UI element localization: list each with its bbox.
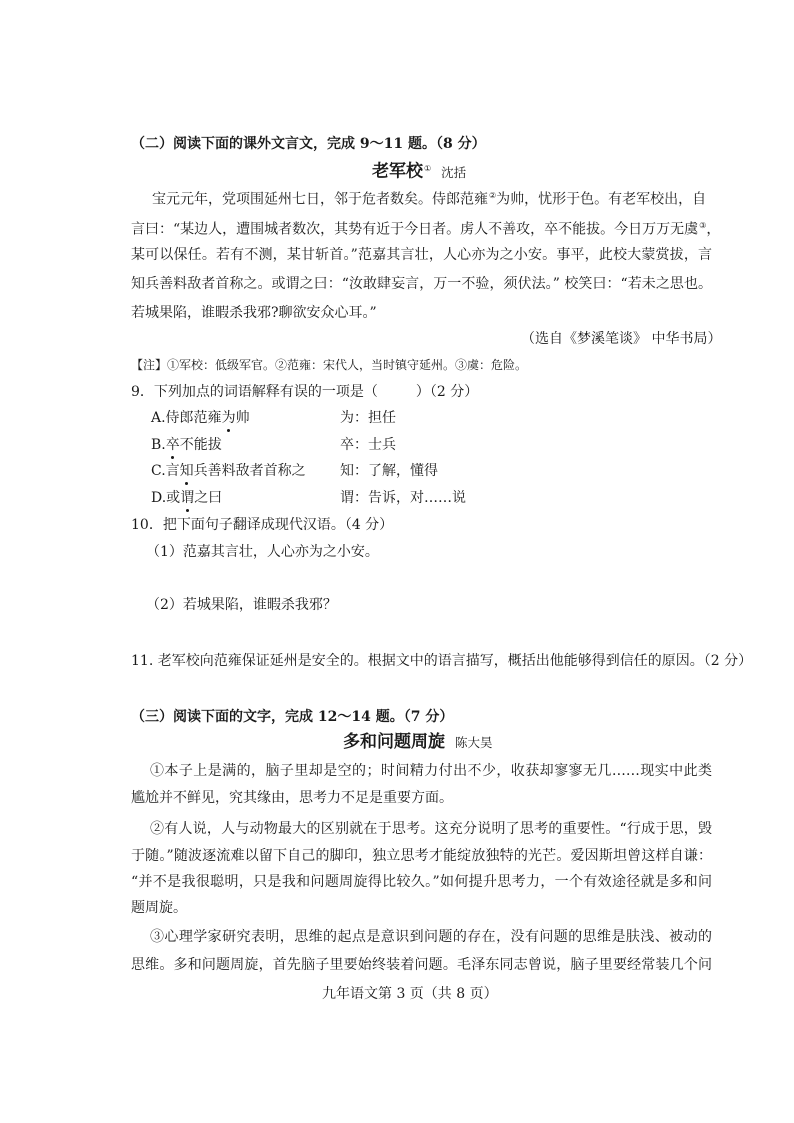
paragraph-line: 尴尬并不鲜见，究其缘由，思考力不足是重要方面。 — [131, 790, 453, 806]
dotted-word: 知 — [179, 463, 194, 479]
option-d[interactable]: D.或谓之曰 — [151, 490, 223, 506]
question-10-sentence-1: （1）范嘉其言壮，人心亦为之小安。 — [146, 544, 379, 560]
passage-line: 若城果陷，谁暇杀我邪?聊欲安众心耳。” — [131, 305, 377, 321]
page-footer: 九年语文第 3 页（共 8 页） — [322, 986, 498, 1002]
question-11-stem: 11. 老军校向范雍保证延州是安全的。根据文中的语言描写，概括出他能够得到信任的原因。（2 分） — [131, 653, 753, 669]
paragraph-line: “并不是我很聪明，只是我和问题周旋得比较久。”如何提升思考力，一个有效途径就是多和问 — [131, 874, 712, 890]
question-10-sentence-2: （2）若城果陷，谁暇杀我邪？ — [146, 597, 337, 613]
option-a[interactable]: A.侍郎范雍为帅 — [151, 410, 250, 426]
passage-title — [343, 733, 493, 752]
author: 陈大昊 — [455, 735, 493, 750]
option-c-gloss: 知：了解，懂得 — [340, 463, 438, 479]
option-d-gloss: 谓：告诉，对……说 — [340, 490, 466, 506]
option-b-gloss: 卒：士兵 — [340, 437, 396, 453]
dotted-word: 为 — [221, 410, 236, 426]
footnotes: 【注】①军校：低级军官。②范雍：宋代人，当时镇守延州。③虞：危险。 — [131, 358, 528, 372]
paragraph-line: ①本子上是满的，脑子里却是空的；时间精力付出不少，收获却寥寥无几……现实中此类 — [150, 763, 712, 779]
option-a-gloss: 为：担任 — [340, 410, 396, 426]
passage-line: 宝元元年，党项围延州七日，邻于危者数矣。侍郎范雍②为帅，忧形于色。有老军校出，自 — [152, 191, 707, 208]
dotted-word: 卒 — [165, 437, 180, 453]
paragraph-line: 题周旋。 — [131, 900, 187, 916]
paragraph-line: 思维。多和问题周旋，首先脑子里要始终装着问题。毛泽东同志曾说，脑子里要经常装几个问 — [131, 957, 712, 973]
author: 沈括 — [441, 164, 467, 180]
dotted-word: 谓 — [180, 490, 195, 506]
title-footnote-mark: ① — [424, 164, 432, 173]
title-text: 多和问题周旋 — [343, 732, 445, 752]
option-b[interactable]: B.卒不能拔 — [151, 437, 222, 453]
title-text: 老军校 — [372, 161, 423, 182]
question-9-stem: 9．下列加点的词语解释有误的一项是（ ）（2 分） — [131, 384, 479, 400]
paragraph-line: ③心理学家研究表明，思维的起点是意识到问题的存在，没有问题的思维是肤浅、被动的 — [150, 929, 712, 945]
section-heading: （三）阅读下面的文字，完成 12～14 题。（7 分） — [131, 709, 454, 725]
passage-source: （选自《梦溪笔谈》 中华书局） — [521, 331, 722, 347]
paragraph-line: ②有人说，人与动物最大的区别就在于思考。这充分说明了思考的重要性。“行成于思，毁 — [150, 821, 712, 837]
passage-line: 某可以保任。若有不测，某甘斩首。”范嘉其言壮，人心亦为之小安。事平，此校大蒙赏拔，言 — [131, 247, 712, 263]
paragraph-line: 于随。”随波逐流难以留下自己的脚印，独立思考才能绽放独特的光芒。爱因斯坦曾这样自谦： — [131, 848, 712, 864]
question-10-stem: 10．把下面句子翻译成现代汉语。（4 分） — [131, 517, 394, 533]
option-c[interactable]: C.言知兵善料敌者首称之 — [151, 463, 306, 479]
section-heading: （二）阅读下面的课外文言文，完成 9～11 题。（8 分） — [131, 136, 486, 152]
passage-line: 知兵善料敌者首称之。或谓之曰：“汝敢肆妄言，万一不验，须伏法。” 校笑曰：“若未之思也。 — [131, 276, 712, 292]
passage-line: 言曰：“某边人，遭围城者数次，其势有近于今日者。虏人不善攻，卒不能拔。今日万万无虞③， — [131, 221, 721, 238]
passage-title — [372, 160, 466, 182]
